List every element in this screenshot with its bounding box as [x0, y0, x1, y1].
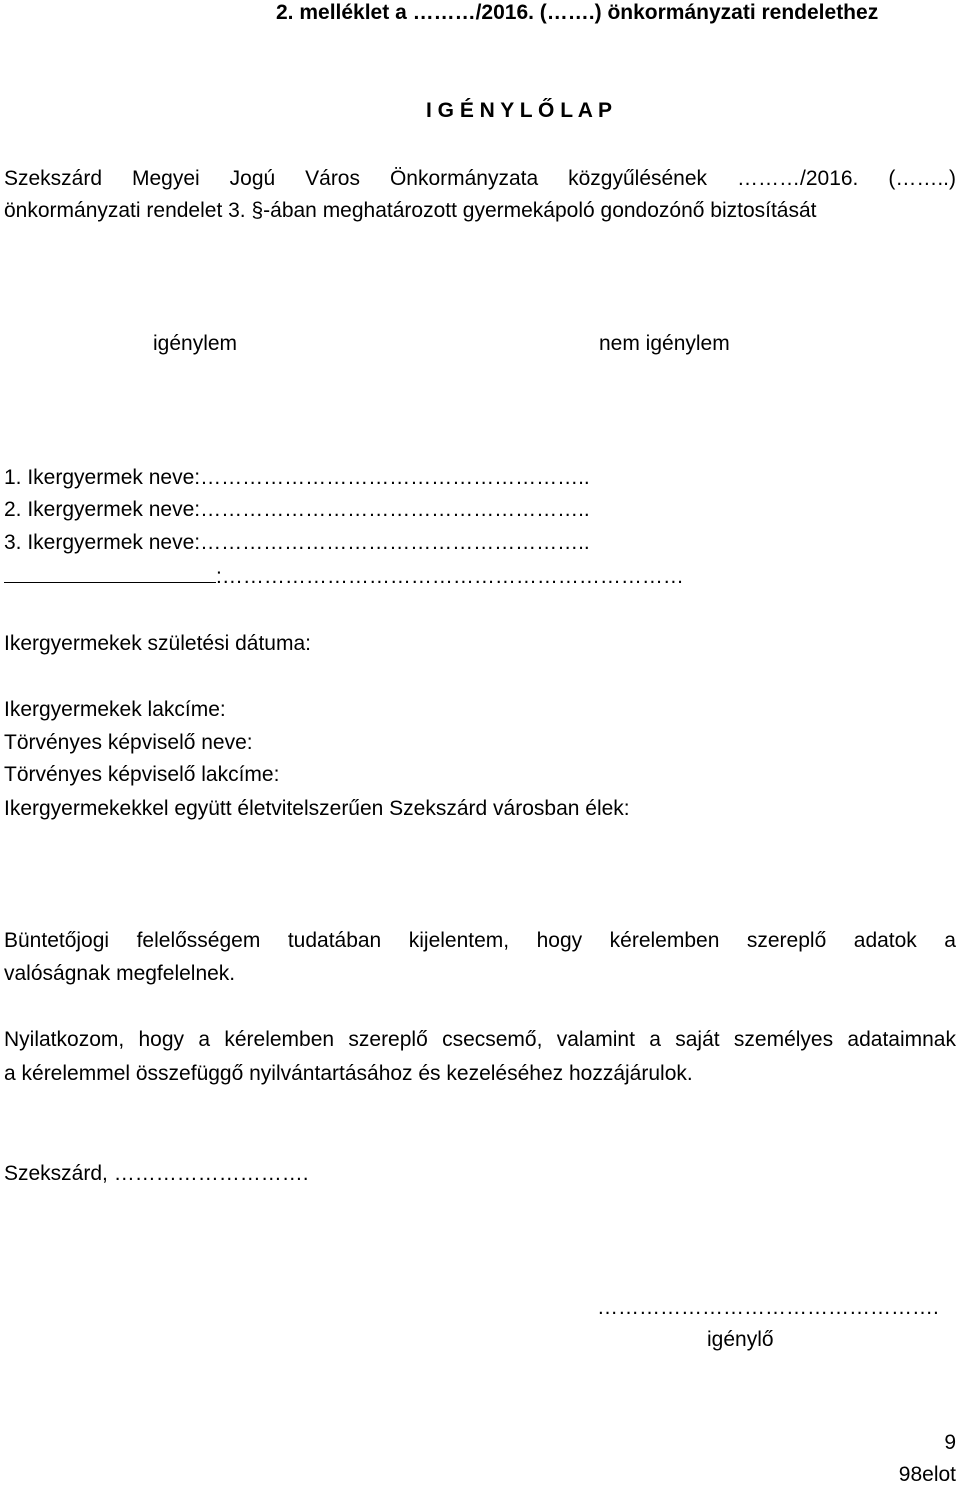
intro-line-1: Szekszárd Megyei Jogú Város Önkormányzata közgyűlésének ………/2016. (……..): [4, 167, 956, 190]
field-guardian-name: Törvényes képviselő neve:: [4, 731, 253, 754]
criminal-declaration-line-1: Büntetőjogi felelősségem tudatában kijelentem, hogy kérelemben szereplő adatok a: [4, 929, 956, 952]
signature-label: igénylő: [707, 1328, 774, 1351]
blank-entry-line: [4, 562, 684, 590]
field-address: Ikergyermekek lakcíme:: [4, 698, 226, 721]
document-reference: 98elot: [898, 1463, 956, 1486]
field-guardian-address: Törvényes képviselő lakcíme:: [4, 763, 280, 786]
place-date: Szekszárd, ……………………….: [4, 1162, 309, 1185]
intro-line-2: önkormányzati rendelet 3. §-ában meghatározott gyermekápoló gondozónő biztosítását: [4, 199, 817, 222]
option-not-request: nem igénylem: [599, 332, 730, 355]
child-name-2: 2. Ikergyermek neve:………………………………………………..: [4, 498, 590, 521]
consent-declaration-line-2: a kérelemmel összefüggő nyilvántartásához és kezeléséhez hozzájárulok.: [4, 1062, 693, 1085]
child-name-3: 3. Ikergyermek neve:………………………………………………..: [4, 531, 590, 554]
field-residency: Ikergyermekekkel együtt életvitelszerűen Szekszárd városban élek:: [4, 797, 630, 820]
option-request: igénylem: [153, 332, 238, 355]
page-number: 9: [944, 1431, 956, 1454]
criminal-declaration-line-2: valóságnak megfelelnek.: [4, 962, 236, 985]
blank-dots: :…………………………………………………………: [216, 565, 684, 588]
signature-line: ………………………………………….: [597, 1296, 939, 1319]
annex-title: 2. melléklet a ………/2016. (…….) önkormányzati rendelethez: [276, 1, 879, 24]
blank-underline: [4, 562, 216, 583]
consent-declaration-line-1: Nyilatkozom, hogy a kérelemben szereplő csecsemő, valamint a saját személyes adataimnak: [4, 1028, 956, 1051]
child-name-1: 1. Ikergyermek neve:………………………………………………..: [4, 466, 590, 489]
form-title: I G É N Y L Ő L A P: [426, 99, 612, 122]
field-birth-date: Ikergyermekek születési dátuma:: [4, 632, 311, 655]
